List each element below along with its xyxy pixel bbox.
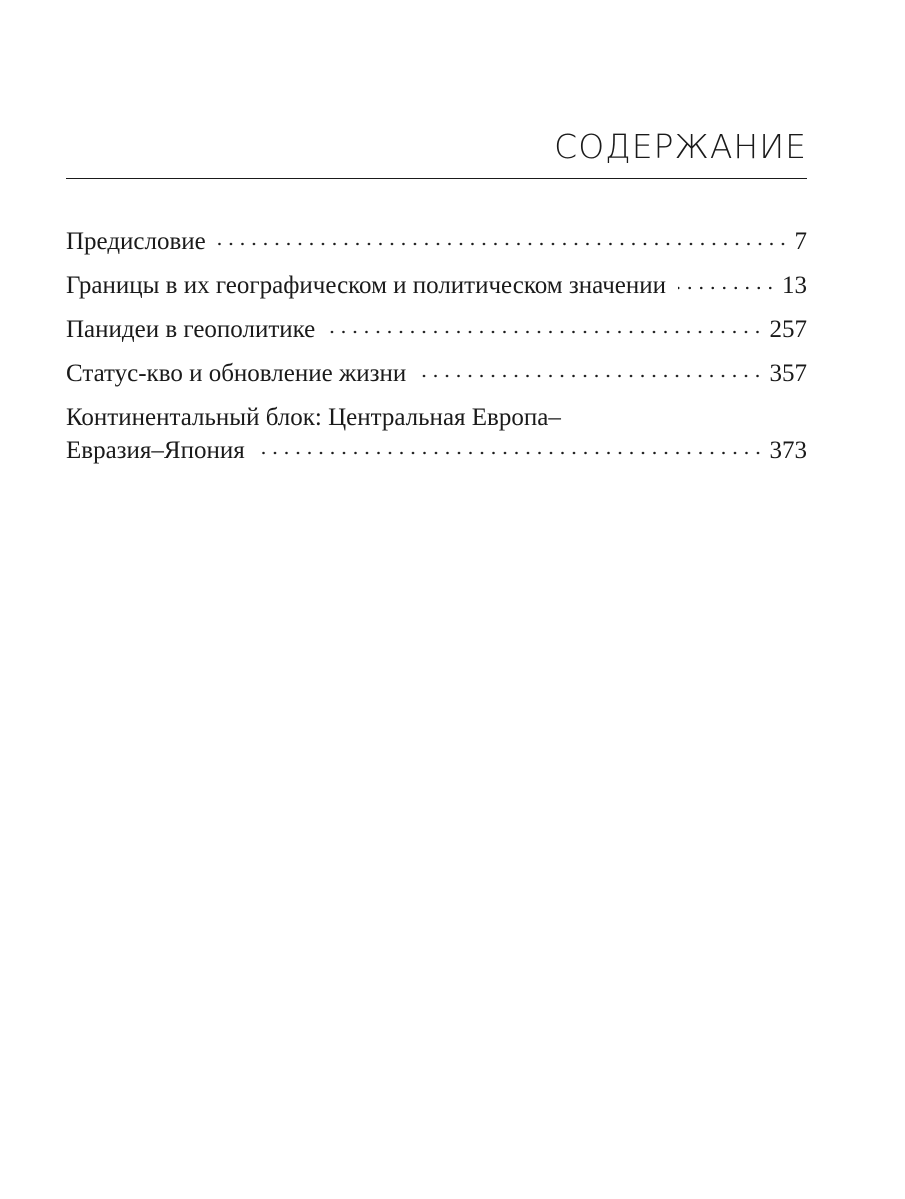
toc-entry-title: Панидеи в геополитике <box>66 316 316 343</box>
toc-entry <box>66 357 807 390</box>
dot-leader <box>257 451 764 455</box>
toc-entry-page: 257 <box>769 316 807 343</box>
dot-leader <box>418 374 763 378</box>
dot-leader <box>218 242 789 246</box>
toc-entry-title: Границы в их географическом и политическом значении <box>66 272 666 299</box>
toc-entry-title: Статус-кво и обновление жизни <box>66 360 407 387</box>
table-of-contents <box>66 225 807 467</box>
toc-entry-page: 373 <box>769 437 807 464</box>
toc-entry <box>66 225 807 258</box>
toc-entry <box>66 269 807 302</box>
toc-entry-line-2 <box>66 434 807 467</box>
toc-entry-page: 13 <box>782 272 807 299</box>
toc-entry-page: 357 <box>769 360 807 387</box>
toc-entry-page: 7 <box>794 228 807 255</box>
page-title: СОДЕРЖАНИЕ <box>554 127 807 166</box>
toc-entry-title: Предисловие <box>66 228 206 255</box>
toc-entry <box>66 313 807 346</box>
dot-leader <box>678 286 776 290</box>
toc-entry-title-continued: Евразия–Япония <box>66 437 245 464</box>
title-rule <box>66 178 807 179</box>
toc-entry-title: Континентальный блок: Центральная Европа– <box>66 404 561 431</box>
toc-entry-line-1 <box>66 401 807 434</box>
dot-leader <box>327 330 763 334</box>
